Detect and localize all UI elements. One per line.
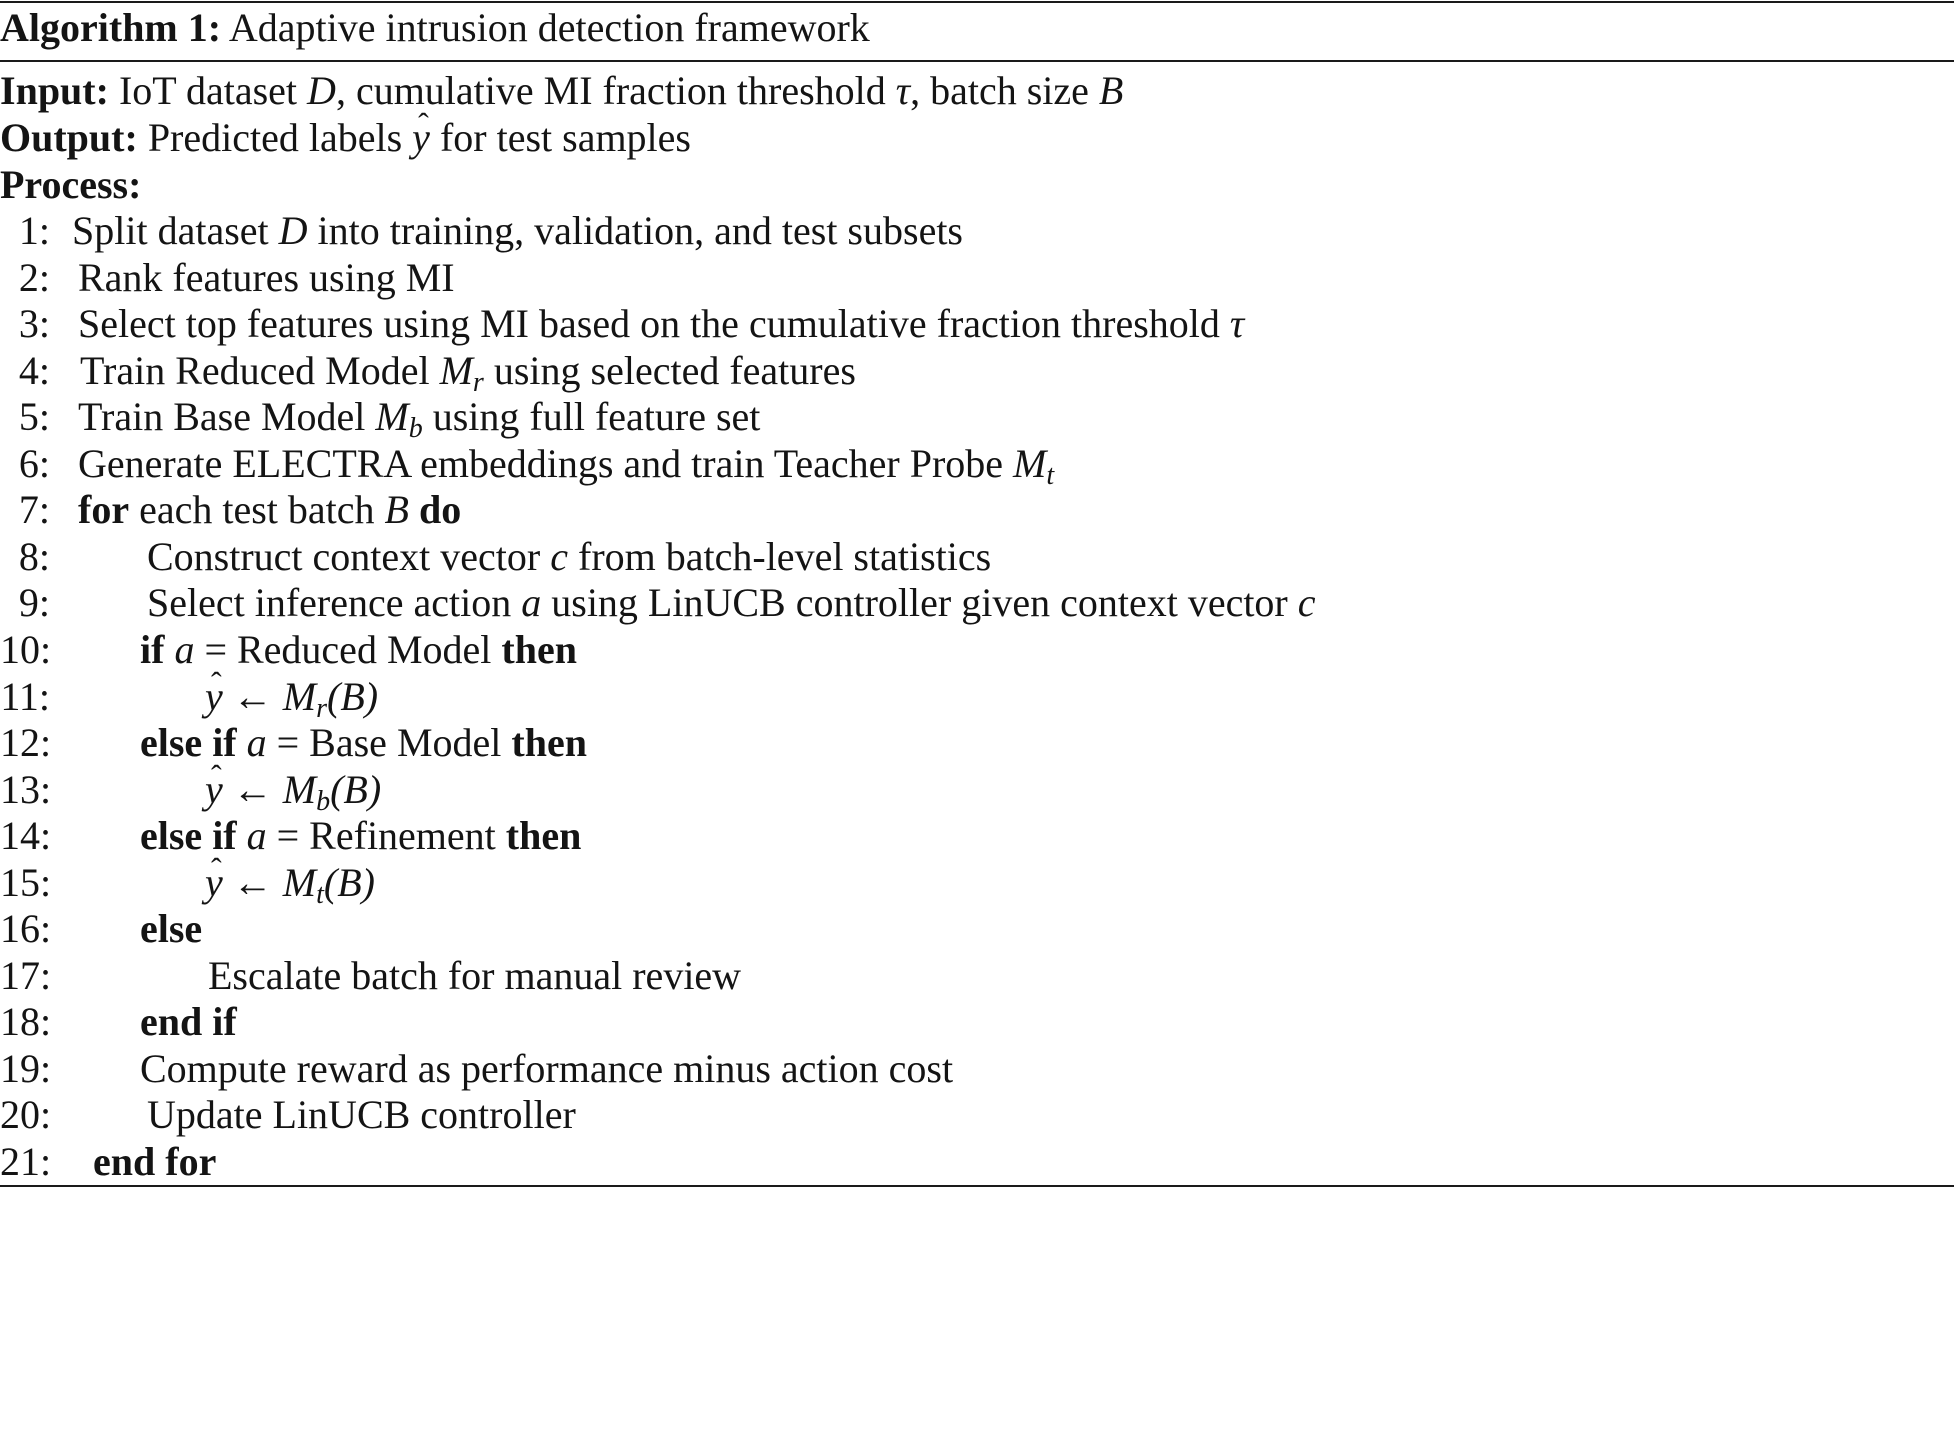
step-text: Generate ELECTRA embeddings and train Teacher Probe $M_t$ (78, 441, 1055, 491)
bottom-rule (0, 1185, 1954, 1187)
step-text: ˆ y ← $M_t(B)$ (205, 858, 375, 908)
line-number: 14: (0, 813, 52, 858)
line-number: 8: (18, 534, 50, 579)
algorithm-caption (0, 3, 870, 53)
step-text: Construct context vector c from batch-level statistics (147, 534, 992, 579)
line-number: 2: (18, 255, 50, 300)
line-number: 7: (18, 487, 50, 532)
line-number: 15: (0, 860, 52, 905)
output-label: Output: (0, 115, 138, 160)
var-D: D (307, 68, 336, 113)
caption-rule (0, 60, 1954, 62)
process-label: Process: (0, 162, 142, 207)
line-number: 16: (0, 906, 52, 951)
line-number: 11: (0, 674, 50, 719)
input-label: Input: (0, 68, 109, 113)
line-number: 4: (18, 348, 50, 393)
line-number: 9: (18, 580, 50, 625)
step-text: Split dataset D into training, validation, and test subsets (72, 208, 963, 253)
caption-title: Adaptive intrusion detection framework (228, 5, 870, 50)
step-text: end for (93, 1139, 217, 1184)
step-text: else if a = Base Model then (140, 720, 587, 765)
step-text: Select inference action a using LinUCB controller given context vector c (147, 580, 1316, 625)
line-number: 18: (0, 999, 52, 1044)
step-text: else if a = Refinement then (140, 813, 582, 858)
caption-label: Algorithm 1: (0, 5, 222, 50)
step-text: Escalate batch for manual review (208, 953, 742, 998)
output-line (0, 113, 691, 163)
line-number: 3: (18, 301, 50, 346)
step-text: for each test batch B do (78, 487, 462, 532)
step-text: Select top features using MI based on the cumulative fraction threshold τ (78, 301, 1245, 346)
output-text: Predicted labels (147, 115, 413, 160)
step-text: if a = Reduced Model then (140, 627, 577, 672)
input-text-3: , batch size (910, 68, 1099, 113)
input-line (0, 66, 1123, 116)
input-text-2: , cumulative MI fraction threshold (335, 68, 896, 113)
step-text: Train Base Model $M_b$ using full feature set (78, 394, 761, 444)
input-text: IoT dataset (118, 68, 308, 113)
step-text: Train Reduced Model $M_r$ using selected features (80, 348, 856, 398)
line-number: 17: (0, 953, 52, 998)
line-number: 19: (0, 1046, 52, 1091)
line-number: 20: (0, 1092, 52, 1137)
line-number: 6: (18, 441, 50, 486)
step-text: ˆ y ← $M_b(B)$ (205, 765, 381, 815)
process-line (0, 160, 141, 210)
step-text: ˆ y ← $M_r(B)$ (205, 672, 378, 722)
step-text: Compute reward as performance minus action cost (140, 1046, 954, 1091)
step-text: Rank features using MI (78, 255, 455, 300)
var-y-hat: ˆ y (412, 113, 430, 163)
output-text-2: for test samples (429, 115, 691, 160)
line-number: 10: (0, 627, 52, 672)
line-number: 13: (0, 767, 52, 812)
line-number: 5: (18, 394, 50, 439)
line-number: 21: (0, 1139, 52, 1184)
line-number: 12: (0, 720, 52, 765)
var-B: B (1098, 68, 1124, 113)
step-text: Update LinUCB controller (147, 1092, 576, 1137)
step-text: else (140, 906, 203, 951)
step-text: end if (140, 999, 237, 1044)
var-tau: τ (895, 68, 911, 113)
line-number: 1: (18, 208, 50, 253)
